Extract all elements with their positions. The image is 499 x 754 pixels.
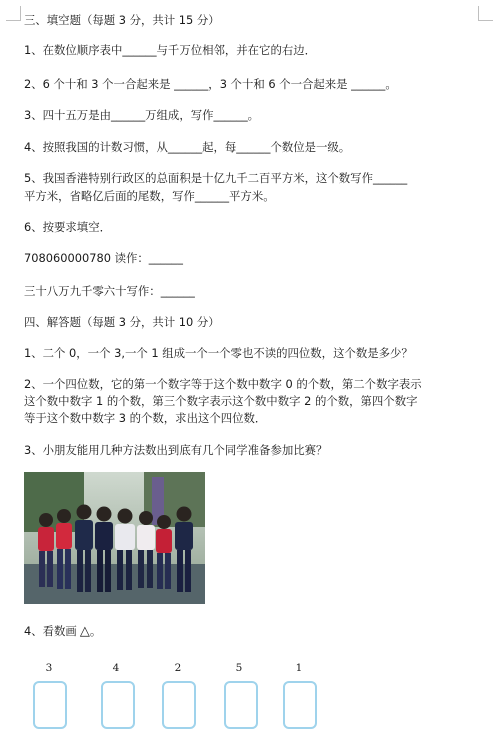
answer-question-4 — [24, 623, 101, 640]
children-photo-illustration — [24, 472, 205, 604]
drawing-box-4[interactable] — [224, 681, 258, 729]
count-number-1: 3 — [45, 662, 53, 674]
page-corner-mark-left — [6, 6, 21, 21]
answer-question-2-line-2: 这个数中数字 1 的个数，第三个数字表示这个数中数字 2 的个数，第四个数字 — [24, 394, 418, 408]
fill-in-section-heading: 三、填空题（每题 3 分，共计 15 分） — [24, 13, 220, 27]
drawing-box-2[interactable] — [101, 681, 135, 729]
count-number-3: 2 — [174, 662, 182, 674]
fill-question-1: 1、在数位顺序表中______与千万位相邻，并在它的右边． — [24, 43, 317, 57]
fill-question-6-read: 708060000780 读作：______ — [24, 251, 183, 265]
fill-question-6-write: 三十八万九千零六十写作：______ — [24, 284, 195, 298]
answer-question-3: 3、小朋友能用几种方法数出到底有几个同学准备参加比赛？ — [24, 443, 328, 457]
answer-question-2-line-3: 等于这个数中数字 3 的个数，求出这个四位数． — [24, 411, 267, 425]
count-number-5: 1 — [295, 662, 303, 674]
fill-question-5-line-1: 5、我国香港特别行政区的总面积是十亿九千二百平方米，这个数写作______ — [24, 171, 408, 185]
answer-section-heading: 四、解答题（每题 3 分，共计 10 分） — [24, 315, 220, 329]
drawing-box-5[interactable] — [283, 681, 317, 729]
fill-question-2: 2、6 个十和 3 个一合起来是 ______，3 个十和 6 个一合起来是 ______。 — [24, 77, 397, 91]
fill-question-5-line-2: 平方米，省略亿后面的尾数，写作______平方米。 — [24, 189, 275, 203]
count-number-2: 4 — [112, 662, 120, 674]
drawing-box-3[interactable] — [162, 681, 196, 729]
answer-question-4-period: 。 — [89, 624, 102, 638]
triangle-icon: △ — [79, 624, 90, 639]
fill-question-6: 6、按要求填空． — [24, 220, 111, 234]
answer-question-4-text: 4、看数画 — [24, 624, 77, 638]
answer-question-2-line-1: 2、一个四位数，它的第一个数字等于这个数中数字 0 的个数，第二个数字表示 — [24, 377, 422, 391]
fill-question-3: 3、四十五万是由______万组成，写作______。 — [24, 108, 260, 122]
fill-question-4: 4、按照我国的计数习惯，从______起，每______个数位是一级。 — [24, 140, 351, 154]
drawing-box-1[interactable] — [33, 681, 67, 729]
count-number-4: 5 — [235, 662, 243, 674]
children-group-photo — [24, 472, 205, 604]
page-corner-mark-right — [478, 6, 493, 21]
answer-question-1: 1、二个 0，一个 3,一个 1 组成一个一个零也不读的四位数，这个数是多少？ — [24, 346, 413, 360]
